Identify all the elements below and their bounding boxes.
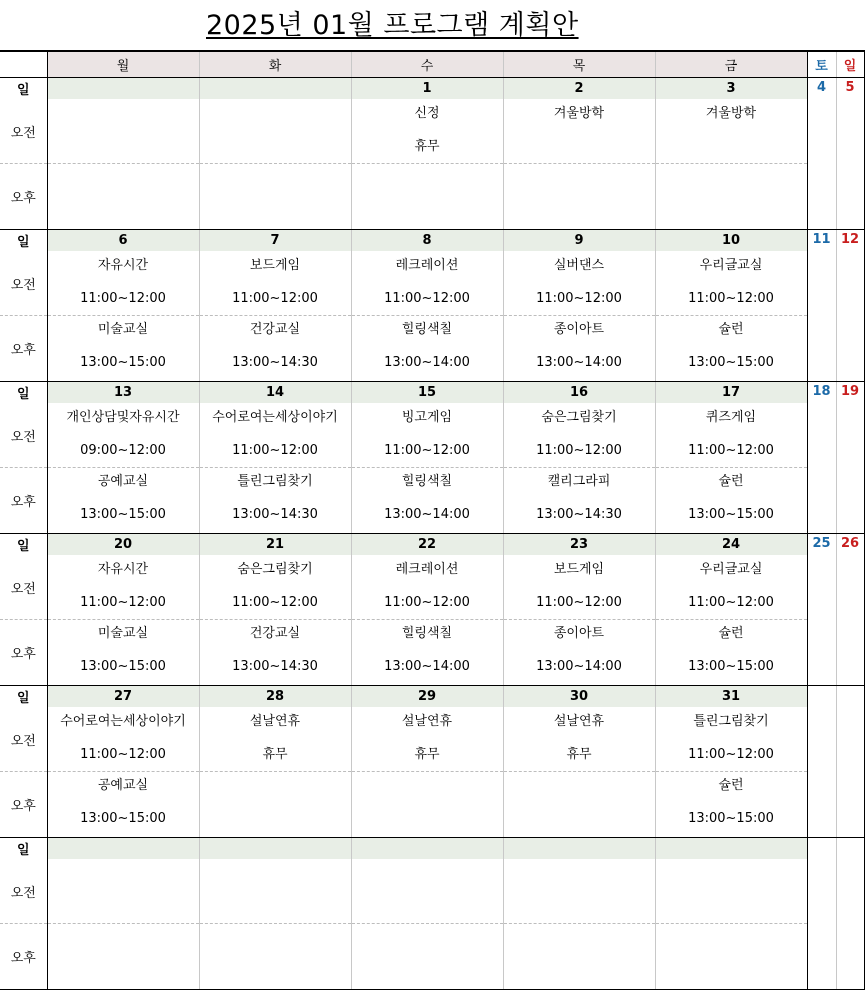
header-corner bbox=[0, 51, 47, 78]
am-program bbox=[656, 864, 807, 884]
week-6-am-row bbox=[0, 860, 864, 924]
header-wed: 수 bbox=[351, 51, 503, 78]
pm-cell bbox=[47, 164, 199, 230]
sunday-number bbox=[836, 838, 864, 990]
pm-time: 13:00~14:30 bbox=[232, 659, 318, 674]
pm-cell bbox=[655, 620, 807, 686]
day-number bbox=[655, 838, 807, 860]
day-number: 24 bbox=[655, 534, 807, 556]
pm-program: 건강교실 bbox=[249, 626, 301, 641]
pm-program bbox=[352, 928, 503, 948]
day-number: 21 bbox=[199, 534, 351, 556]
pm-cell bbox=[655, 316, 807, 382]
am-label: 오전 bbox=[0, 708, 47, 772]
pm-program: 종이아트 bbox=[553, 626, 605, 641]
am-cell bbox=[655, 252, 807, 316]
pm-time bbox=[352, 809, 503, 829]
day-label: 일 bbox=[0, 838, 47, 860]
day-number: 28 bbox=[199, 686, 351, 708]
pm-cell bbox=[503, 620, 655, 686]
day-label: 일 bbox=[0, 534, 47, 556]
day-number: 1 bbox=[351, 78, 503, 100]
am-detail: 11:00~12:00 bbox=[80, 595, 166, 610]
day-number bbox=[47, 78, 199, 100]
am-cell bbox=[503, 860, 655, 924]
day-number: 20 bbox=[47, 534, 199, 556]
day-number bbox=[47, 838, 199, 860]
am-detail: 11:00~12:00 bbox=[536, 443, 622, 458]
am-detail: 11:00~12:00 bbox=[232, 291, 318, 306]
am-cell bbox=[351, 860, 503, 924]
am-label: 오전 bbox=[0, 100, 47, 164]
sunday-number: 5 bbox=[836, 78, 864, 230]
day-number: 27 bbox=[47, 686, 199, 708]
am-detail: 휴무 bbox=[262, 747, 288, 762]
pm-time bbox=[352, 961, 503, 981]
page-title-area bbox=[0, 0, 866, 50]
am-program bbox=[200, 104, 351, 124]
am-detail: 11:00~12:00 bbox=[688, 747, 774, 762]
pm-program: 미술교실 bbox=[97, 626, 149, 641]
pm-cell bbox=[199, 620, 351, 686]
pm-time bbox=[200, 809, 351, 829]
am-program bbox=[48, 864, 199, 884]
am-program bbox=[200, 864, 351, 884]
saturday-number: 11 bbox=[807, 230, 836, 382]
am-program: 설날연휴 bbox=[249, 714, 301, 729]
week-5-daynum-row bbox=[0, 686, 864, 708]
pm-label: 오후 bbox=[0, 620, 47, 686]
day-label: 일 bbox=[0, 382, 47, 404]
pm-program bbox=[200, 168, 351, 188]
am-cell bbox=[199, 404, 351, 468]
am-detail: 휴무 bbox=[414, 139, 440, 154]
am-detail: 09:00~12:00 bbox=[80, 443, 166, 458]
pm-cell bbox=[503, 316, 655, 382]
pm-program: 힐링색칠 bbox=[401, 626, 453, 641]
am-cell bbox=[351, 404, 503, 468]
pm-cell bbox=[199, 468, 351, 534]
am-label: 오전 bbox=[0, 252, 47, 316]
week-3-am-row bbox=[0, 404, 864, 468]
pm-program: 공예교실 bbox=[97, 474, 149, 489]
am-detail: 11:00~12:00 bbox=[688, 443, 774, 458]
am-program: 숨은그림찾기 bbox=[237, 562, 313, 577]
pm-time bbox=[656, 201, 807, 221]
sunday-number: 26 bbox=[836, 534, 864, 686]
header-mon: 월 bbox=[47, 51, 199, 78]
am-cell bbox=[199, 860, 351, 924]
page-title: 2025년 01월 프로그램 계획안 bbox=[206, 10, 579, 41]
pm-cell bbox=[351, 924, 503, 990]
am-cell bbox=[351, 252, 503, 316]
pm-cell bbox=[655, 164, 807, 230]
am-program: 자유시간 bbox=[97, 562, 149, 577]
pm-time: 13:00~15:00 bbox=[688, 507, 774, 522]
am-cell bbox=[503, 556, 655, 620]
pm-program bbox=[656, 928, 807, 948]
header-fri: 금 bbox=[655, 51, 807, 78]
pm-program bbox=[504, 168, 655, 188]
saturday-number: 4 bbox=[807, 78, 836, 230]
am-detail bbox=[48, 897, 199, 917]
day-number: 8 bbox=[351, 230, 503, 252]
pm-label: 오후 bbox=[0, 164, 47, 230]
day-number bbox=[199, 78, 351, 100]
week-1-pm-row bbox=[0, 164, 864, 230]
am-cell bbox=[655, 708, 807, 772]
am-detail bbox=[656, 897, 807, 917]
pm-program: 미술교실 bbox=[97, 322, 149, 337]
pm-program bbox=[656, 168, 807, 188]
pm-time: 13:00~14:00 bbox=[384, 507, 470, 522]
am-detail bbox=[200, 137, 351, 157]
am-cell bbox=[47, 860, 199, 924]
saturday-number: 18 bbox=[807, 382, 836, 534]
pm-time: 13:00~14:30 bbox=[536, 507, 622, 522]
pm-time bbox=[200, 961, 351, 981]
day-number bbox=[351, 838, 503, 860]
pm-time: 13:00~15:00 bbox=[80, 659, 166, 674]
pm-cell bbox=[655, 772, 807, 838]
pm-cell bbox=[47, 620, 199, 686]
am-program: 우리글교실 bbox=[699, 562, 763, 577]
pm-cell bbox=[47, 924, 199, 990]
am-program: 레크레이션 bbox=[395, 562, 459, 577]
day-number: 3 bbox=[655, 78, 807, 100]
pm-program: 슐런 bbox=[718, 626, 744, 641]
am-detail bbox=[200, 897, 351, 917]
am-detail: 11:00~12:00 bbox=[384, 291, 470, 306]
pm-time: 13:00~14:30 bbox=[232, 507, 318, 522]
day-number: 17 bbox=[655, 382, 807, 404]
pm-cell bbox=[351, 772, 503, 838]
pm-time: 13:00~15:00 bbox=[80, 355, 166, 370]
pm-cell bbox=[47, 772, 199, 838]
header-tue: 화 bbox=[199, 51, 351, 78]
pm-cell bbox=[199, 316, 351, 382]
pm-cell bbox=[351, 164, 503, 230]
day-number: 7 bbox=[199, 230, 351, 252]
am-detail: 11:00~12:00 bbox=[536, 291, 622, 306]
day-number: 13 bbox=[47, 382, 199, 404]
day-number: 6 bbox=[47, 230, 199, 252]
am-program: 설날연휴 bbox=[553, 714, 605, 729]
day-label: 일 bbox=[0, 78, 47, 100]
day-number bbox=[503, 838, 655, 860]
am-detail: 11:00~12:00 bbox=[688, 291, 774, 306]
saturday-number bbox=[807, 686, 836, 838]
am-program: 퀴즈게임 bbox=[705, 410, 757, 425]
pm-time bbox=[48, 961, 199, 981]
pm-cell bbox=[199, 164, 351, 230]
am-cell bbox=[503, 100, 655, 164]
calendar-table bbox=[0, 50, 865, 990]
pm-cell bbox=[503, 468, 655, 534]
pm-time bbox=[200, 201, 351, 221]
am-detail bbox=[656, 137, 807, 157]
am-cell bbox=[47, 100, 199, 164]
pm-program: 슐런 bbox=[718, 778, 744, 793]
header-sat: 토 bbox=[807, 51, 836, 78]
am-cell bbox=[503, 708, 655, 772]
am-cell bbox=[351, 708, 503, 772]
pm-program: 힐링색칠 bbox=[401, 322, 453, 337]
week-5-am-row bbox=[0, 708, 864, 772]
header-sun: 일 bbox=[836, 51, 864, 78]
am-detail bbox=[48, 137, 199, 157]
pm-time: 13:00~15:00 bbox=[80, 507, 166, 522]
pm-program bbox=[504, 776, 655, 796]
am-cell bbox=[655, 556, 807, 620]
am-detail: 휴무 bbox=[566, 747, 592, 762]
pm-cell bbox=[351, 620, 503, 686]
am-detail: 11:00~12:00 bbox=[536, 595, 622, 610]
pm-label: 오후 bbox=[0, 468, 47, 534]
pm-program bbox=[352, 776, 503, 796]
am-program: 레크레이션 bbox=[395, 258, 459, 273]
am-program bbox=[48, 104, 199, 124]
am-detail: 11:00~12:00 bbox=[80, 291, 166, 306]
pm-cell bbox=[655, 468, 807, 534]
pm-time bbox=[504, 961, 655, 981]
pm-cell bbox=[47, 316, 199, 382]
am-program: 개인상담및자유시간 bbox=[66, 410, 180, 425]
pm-cell bbox=[199, 924, 351, 990]
am-cell bbox=[199, 100, 351, 164]
am-program: 설날연휴 bbox=[401, 714, 453, 729]
day-number: 15 bbox=[351, 382, 503, 404]
sunday-number bbox=[836, 686, 864, 838]
am-program: 자유시간 bbox=[97, 258, 149, 273]
week-3-pm-row bbox=[0, 468, 864, 534]
am-program: 틀린그림찾기 bbox=[693, 714, 769, 729]
am-cell bbox=[655, 100, 807, 164]
pm-program bbox=[504, 928, 655, 948]
am-cell bbox=[47, 708, 199, 772]
am-program bbox=[504, 864, 655, 884]
week-5-pm-row bbox=[0, 772, 864, 838]
pm-cell bbox=[199, 772, 351, 838]
am-detail bbox=[352, 897, 503, 917]
day-number: 22 bbox=[351, 534, 503, 556]
pm-time: 13:00~15:00 bbox=[688, 659, 774, 674]
day-number: 9 bbox=[503, 230, 655, 252]
week-4-daynum-row bbox=[0, 534, 864, 556]
pm-program: 틀린그림찾기 bbox=[237, 474, 313, 489]
pm-label: 오후 bbox=[0, 924, 47, 990]
am-program: 우리글교실 bbox=[699, 258, 763, 273]
am-cell bbox=[503, 252, 655, 316]
am-detail: 11:00~12:00 bbox=[384, 443, 470, 458]
am-cell bbox=[47, 252, 199, 316]
am-label: 오전 bbox=[0, 860, 47, 924]
day-number: 16 bbox=[503, 382, 655, 404]
day-number: 14 bbox=[199, 382, 351, 404]
pm-program: 슐런 bbox=[718, 474, 744, 489]
day-label: 일 bbox=[0, 230, 47, 252]
am-label: 오전 bbox=[0, 404, 47, 468]
pm-time: 13:00~14:00 bbox=[384, 659, 470, 674]
am-detail: 11:00~12:00 bbox=[232, 443, 318, 458]
day-number: 2 bbox=[503, 78, 655, 100]
pm-time: 13:00~15:00 bbox=[688, 355, 774, 370]
am-cell bbox=[655, 860, 807, 924]
saturday-number bbox=[807, 838, 836, 990]
am-cell bbox=[199, 556, 351, 620]
pm-cell bbox=[503, 164, 655, 230]
am-cell bbox=[503, 404, 655, 468]
pm-program: 공예교실 bbox=[97, 778, 149, 793]
pm-time: 13:00~14:00 bbox=[384, 355, 470, 370]
weekday-header-row bbox=[0, 51, 864, 78]
sunday-number: 19 bbox=[836, 382, 864, 534]
pm-label: 오후 bbox=[0, 772, 47, 838]
pm-cell bbox=[351, 316, 503, 382]
header-thu: 목 bbox=[503, 51, 655, 78]
am-program: 빙고게임 bbox=[401, 410, 453, 425]
am-cell bbox=[351, 100, 503, 164]
pm-program bbox=[200, 776, 351, 796]
pm-program bbox=[48, 168, 199, 188]
pm-cell bbox=[47, 468, 199, 534]
pm-time bbox=[352, 201, 503, 221]
am-cell bbox=[47, 404, 199, 468]
day-number: 31 bbox=[655, 686, 807, 708]
pm-time: 13:00~15:00 bbox=[80, 811, 166, 826]
am-detail: 11:00~12:00 bbox=[80, 747, 166, 762]
pm-program: 캘리그라피 bbox=[547, 474, 611, 489]
am-program bbox=[352, 864, 503, 884]
pm-program: 건강교실 bbox=[249, 322, 301, 337]
am-program: 보드게임 bbox=[249, 258, 301, 273]
day-number: 30 bbox=[503, 686, 655, 708]
pm-cell bbox=[655, 924, 807, 990]
pm-time bbox=[656, 961, 807, 981]
day-number: 23 bbox=[503, 534, 655, 556]
am-program: 수어로여는세상이야기 bbox=[212, 410, 338, 425]
week-4-pm-row bbox=[0, 620, 864, 686]
day-number bbox=[199, 838, 351, 860]
day-number: 10 bbox=[655, 230, 807, 252]
pm-program: 힐링색칠 bbox=[401, 474, 453, 489]
am-detail: 11:00~12:00 bbox=[384, 595, 470, 610]
pm-label: 오후 bbox=[0, 316, 47, 382]
pm-time bbox=[504, 201, 655, 221]
week-6-pm-row bbox=[0, 924, 864, 990]
pm-time: 13:00~14:00 bbox=[536, 659, 622, 674]
saturday-number: 25 bbox=[807, 534, 836, 686]
day-label: 일 bbox=[0, 686, 47, 708]
pm-program bbox=[48, 928, 199, 948]
pm-time bbox=[48, 201, 199, 221]
am-program: 겨울방학 bbox=[705, 106, 757, 121]
am-program: 겨울방학 bbox=[553, 106, 605, 121]
am-detail: 휴무 bbox=[414, 747, 440, 762]
pm-time: 13:00~14:00 bbox=[536, 355, 622, 370]
pm-program: 종이아트 bbox=[553, 322, 605, 337]
am-program: 신정 bbox=[414, 106, 440, 121]
week-2-am-row bbox=[0, 252, 864, 316]
am-detail: 11:00~12:00 bbox=[688, 595, 774, 610]
sunday-number: 12 bbox=[836, 230, 864, 382]
pm-program: 슐런 bbox=[718, 322, 744, 337]
pm-time: 13:00~14:30 bbox=[232, 355, 318, 370]
am-program: 보드게임 bbox=[553, 562, 605, 577]
pm-cell bbox=[503, 924, 655, 990]
am-cell bbox=[199, 708, 351, 772]
am-cell bbox=[351, 556, 503, 620]
week-2-pm-row bbox=[0, 316, 864, 382]
am-cell bbox=[199, 252, 351, 316]
am-cell bbox=[47, 556, 199, 620]
am-program: 숨은그림찾기 bbox=[541, 410, 617, 425]
pm-cell bbox=[503, 772, 655, 838]
week-2-daynum-row bbox=[0, 230, 864, 252]
am-label: 오전 bbox=[0, 556, 47, 620]
week-1-daynum-row bbox=[0, 78, 864, 100]
week-1-am-row bbox=[0, 100, 864, 164]
am-program: 실버댄스 bbox=[553, 258, 605, 273]
week-4-am-row bbox=[0, 556, 864, 620]
pm-program bbox=[352, 168, 503, 188]
week-3-daynum-row bbox=[0, 382, 864, 404]
pm-time bbox=[504, 809, 655, 829]
am-detail bbox=[504, 897, 655, 917]
am-program: 수어로여는세상이야기 bbox=[60, 714, 186, 729]
pm-time: 13:00~15:00 bbox=[688, 811, 774, 826]
am-cell bbox=[655, 404, 807, 468]
day-number: 29 bbox=[351, 686, 503, 708]
am-detail bbox=[504, 137, 655, 157]
week-6-daynum-row bbox=[0, 838, 864, 860]
pm-cell bbox=[351, 468, 503, 534]
pm-program bbox=[200, 928, 351, 948]
am-detail: 11:00~12:00 bbox=[232, 595, 318, 610]
